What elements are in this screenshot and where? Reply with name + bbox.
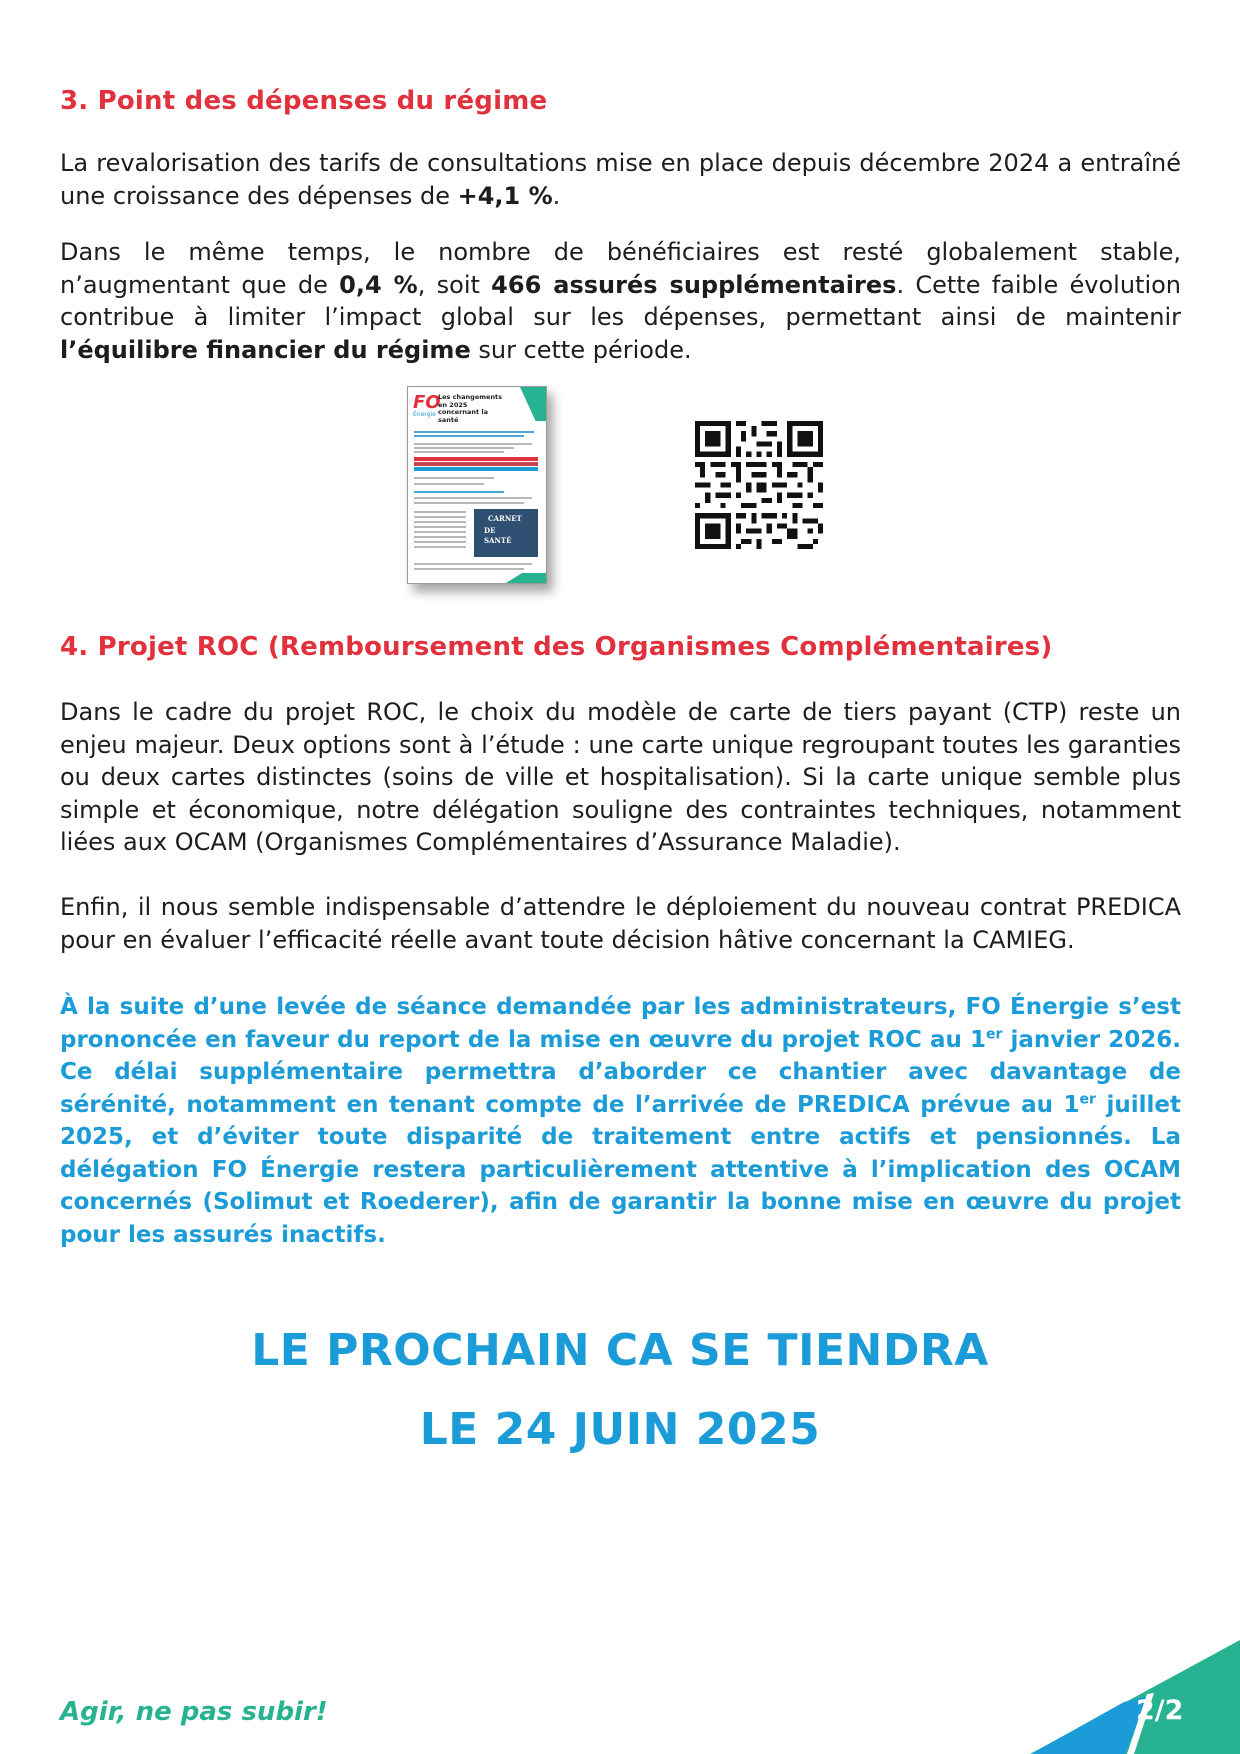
- section-4-heading: 4. Projet ROC (Remboursement des Organismes Complémentaires): [60, 632, 1053, 662]
- page-number: 2/2: [1136, 1695, 1184, 1726]
- next-meeting-line-1: LE PROCHAIN CA SE TIENDRA: [251, 1325, 989, 1376]
- thumbnail-corner-decoration: [520, 387, 546, 421]
- footer-corner-decoration: [1030, 1640, 1240, 1754]
- section-4-paragraph-2: Enfin, il nous semble indispensable d’attendre le déploiement du nouveau contrat PREDICA pour en évaluer l’efficacité réelle avant toute décision hâtive concernant la CAMIEG.: [60, 893, 1181, 954]
- qr-code[interactable]: [695, 421, 823, 549]
- thumbnail-title: Les changements en 2025 concernant la santé: [438, 393, 503, 424]
- section-4-highlight-paragraph: À la suite d’une levée de séance demandée par les administrateurs, FO Énergie s’est prononcée en faveur du report de la mise en œuvre du projet ROC au 1er janvier 2026. Ce délai supplémentaire permettra d’aborder ce chantier avec davantage de sérénité, notamment en tenant compte de l’arrivée de PREDICA prévue au 1er juillet 2025, et d’éviter toute disparité de traitement entre actifs et pensionnés. La délégation FO Énergie restera particulièrement attentive à l’implication des OCAM concernés (Solimut et Roederer), afin de garantir la bonne mise en œuvre du projet pour les assurés inactifs.: [60, 994, 1181, 1248]
- fo-logo-subtitle: Énergie: [413, 411, 436, 418]
- section-3-heading: 3. Point des dépenses du régime: [60, 86, 548, 116]
- thumbnail-table: [414, 457, 538, 469]
- fo-logo: FO: [413, 392, 441, 413]
- section-3-paragraph-1: La revalorisation des tarifs de consultations mise en place depuis décembre 2024 a entraîné une croissance des dépenses de +4,1 %.: [60, 149, 1181, 210]
- section-3-paragraph-2: Dans le même temps, le nombre de bénéficiaires est resté globalement stable, n’augmentant que de 0,4 %, soit 466 assurés supplémentaires. Cette faible évolution contribue à limiter l’impact global sur les dépenses, permettant ainsi de maintenir l’équilibre financier du régime sur cette période.: [60, 238, 1182, 364]
- footer-slogan: Agir, ne pas subir!: [60, 1697, 328, 1727]
- thumbnail-footer-decoration: [506, 573, 546, 583]
- carnet-de-sante-image: CARNET DE SANTÉ: [474, 509, 538, 557]
- section-4-paragraph-1: Dans le cadre du projet ROC, le choix du modèle de carte de tiers payant (CTP) reste un enjeu majeur. Deux options sont à l’étude : une carte unique regroupant toutes les garanties ou deux cartes distinctes (soins de ville et hospitalisation). Si la carte unique semble plus simple et économique, notre délégation souligne des contraintes techniques, notamment liées aux OCAM (Organismes Complémentaires d’Assurance Maladie).: [60, 698, 1181, 856]
- document-thumbnail[interactable]: [407, 386, 547, 584]
- next-meeting-date: LE 24 JUIN 2025: [419, 1404, 821, 1455]
